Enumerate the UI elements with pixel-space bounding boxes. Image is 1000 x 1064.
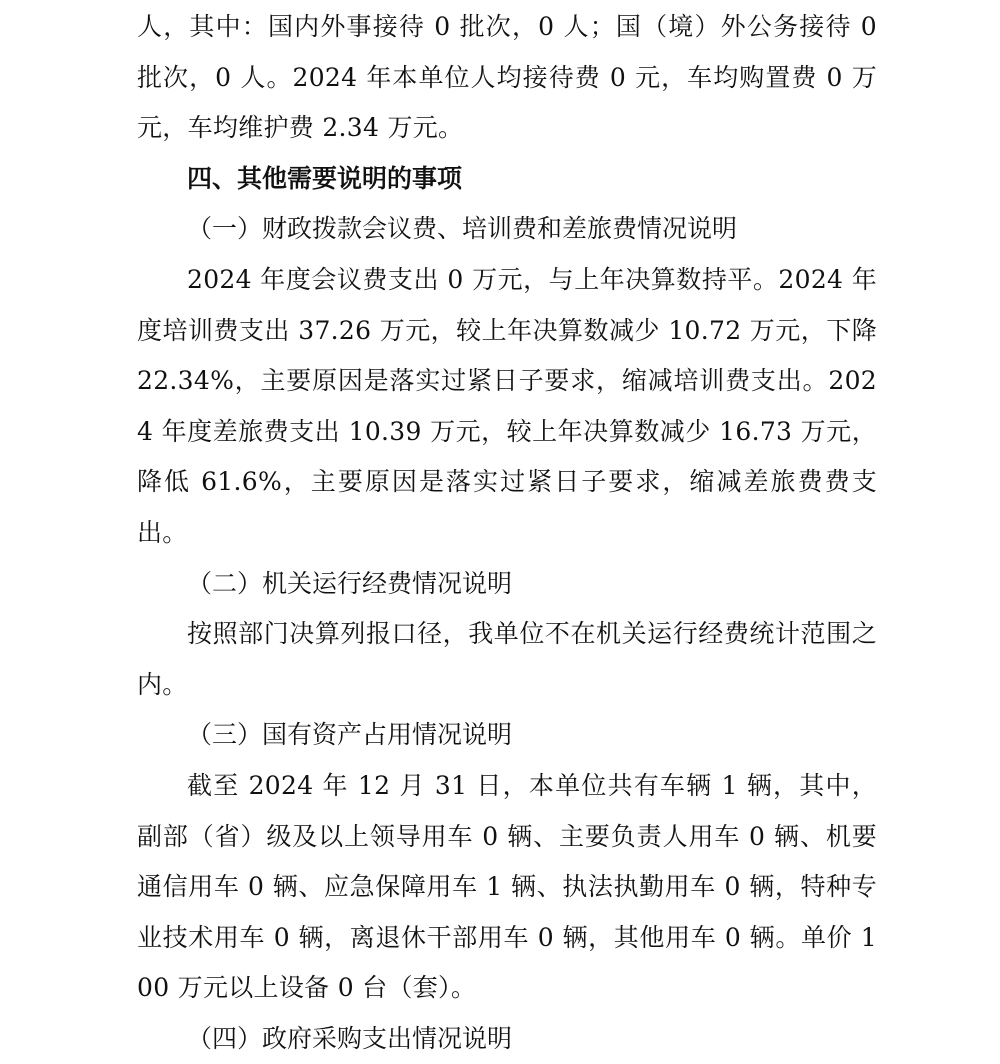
paragraph-reception-summary: 人，其中：国内外事接待 0 批次，0 人；国（境）外公务接待 0 批次，0 人。2024 年本单位人均接待费 0 元，车均购置费 0 万元，车均维护费 2.34 万元。 (137, 12, 877, 143)
subheading-state-assets: （三）国有资产占用情况说明 (187, 720, 513, 750)
subheading-government-procurement: （四）政府采购支出情况说明 (187, 1023, 513, 1053)
paragraph-state-assets: 截至 2024 年 12 月 31 日，本单位共有车辆 1 辆，其中，副部（省）级及以上领导用车 0 辆、主要负责人用车 0 辆、机要通信用车 0 辆、应急保障用车 1 辆、执法执勤用车 0 辆，特种专业技术用车 0 辆，离退休干部用车 0 辆，其他用车 0 辆。单价 100 万元以上设备 0 台（套）。 (137, 770, 877, 1003)
document-page (137, 0, 877, 1064)
section-heading-other-matters: 四、其他需要说明的事项 (187, 163, 463, 193)
paragraph-operating-expenses: 按照部门决算列报口径，我单位不在机关运行经费统计范围之内。 (137, 619, 877, 699)
subheading-meeting-training-travel: （一）财政拨款会议费、培训费和差旅费情况说明 (187, 214, 738, 244)
subheading-operating-expenses: （二）机关运行经费情况说明 (187, 568, 513, 598)
paragraph-meeting-training-travel: 2024 年度会议费支出 0 万元，与上年决算数持平。2024 年度培训费支出 37.26 万元，较上年决算数减少 10.72 万元，下降 22.34%，主要原因是落实过紧日子要求，缩减培训费支出。2024 年度差旅费支出 10.39 万元，较上年决算数减少 16.73 万元，降低 61.6%，主要原因是落实过紧日子要求，缩减差旅费费支出。 (137, 264, 877, 547)
